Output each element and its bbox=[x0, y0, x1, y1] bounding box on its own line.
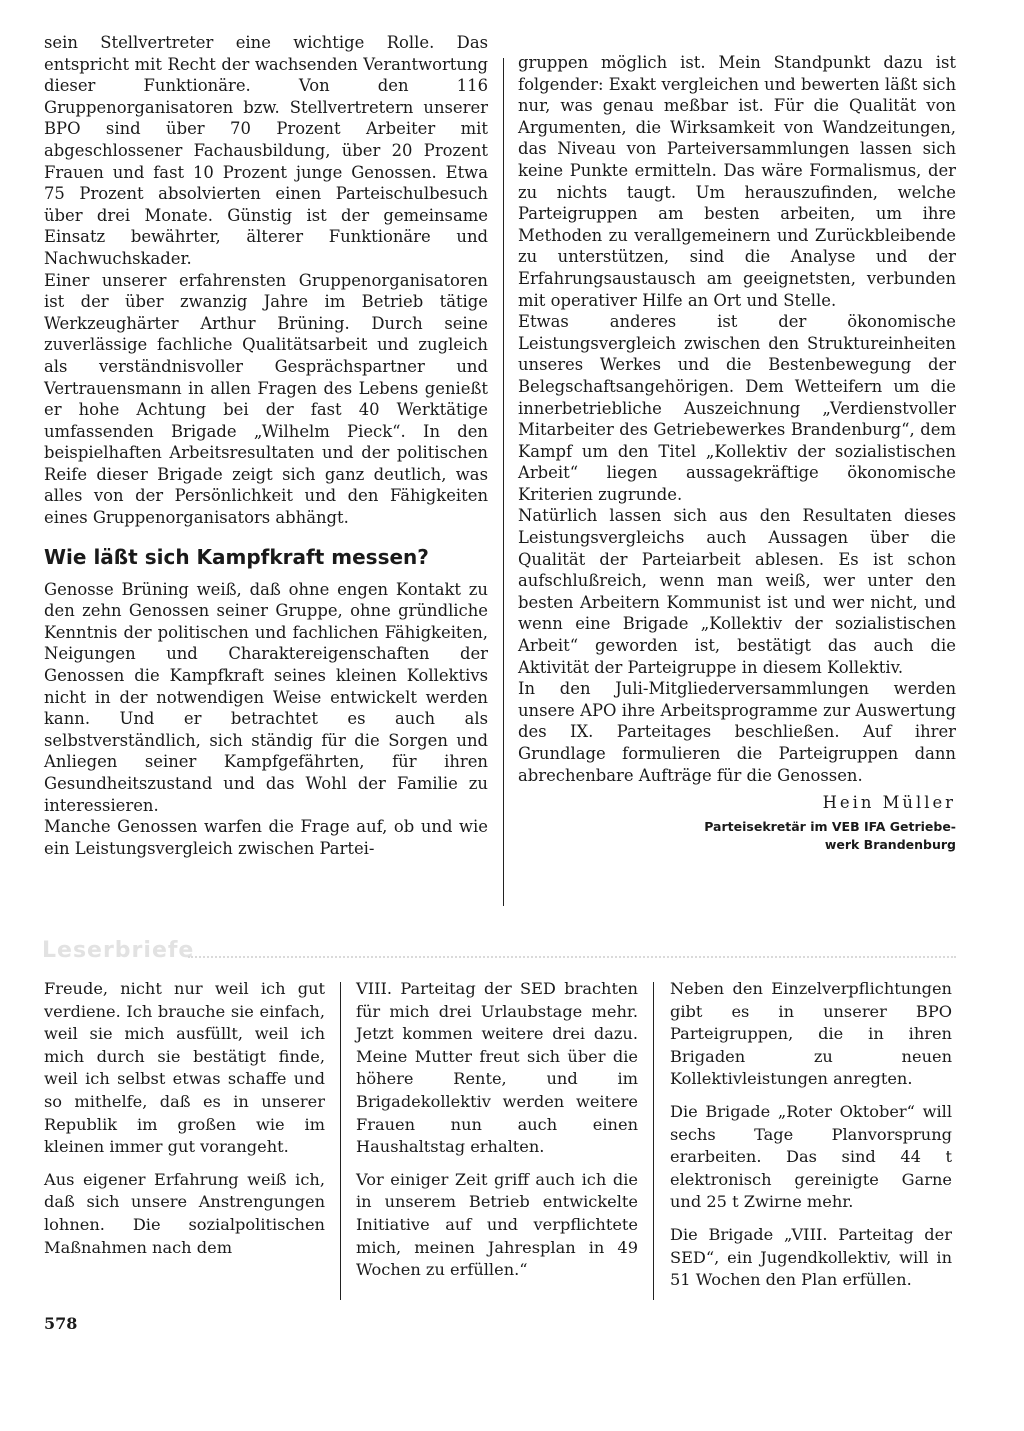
author-role bbox=[518, 818, 956, 854]
letters-section-title: Leserbriefe bbox=[42, 938, 195, 963]
article-paragraph: Etwas anderes ist der ökonomische Leistungsvergleich zwischen den Struktureinheiten unseres Werkes und die Bestenbewegung der Belegschaftsangehörigen. Dem Wetteifern um die innerbetriebliche Auszeichnung „Verdienstvoller Mitarbeiter des Getriebewerkes Brandenburg“, dem Kampf um den Titel „Kollektiv der sozialistischen Arbeit“ liegen aussagekräftige ökonomische Kriterien zugrunde. bbox=[518, 312, 956, 504]
section-heading: Wie läßt sich Kampfkraft messen? bbox=[44, 544, 429, 569]
letter-paragraph: VIII. Parteitag der SED brachten für mich drei Urlaubstage mehr. Jetzt kommen weitere drei dazu. Meine Mutter freut sich über die höhere Rente, und im Brigadekollektiv werden weitere Frauen nun auch einen Haushaltstag erhalten. bbox=[356, 979, 638, 1157]
author-role-line: Parteisekretär im VEB IFA Getriebe- bbox=[704, 818, 956, 834]
article-paragraph: Manche Genossen warfen die Frage auf, ob und wie ein Leistungsvergleich zwischen Partei- bbox=[44, 817, 488, 858]
letter-paragraph: Aus eigener Erfahrung weiß ich, daß sich unsere Anstrengungen lohnen. Die sozialpolitischen Maßnahmen nach dem bbox=[44, 1169, 325, 1257]
article-column-right bbox=[518, 52, 956, 854]
author-role-line: werk Brandenburg bbox=[824, 836, 956, 852]
article-column-left bbox=[44, 32, 488, 859]
page-number: 578 bbox=[44, 1314, 78, 1333]
letter-paragraph: Die Brigade „VIII. Parteitag der SED“, ein Jugendkollektiv, will in 51 Wochen den Plan erfüllen. bbox=[670, 1224, 952, 1290]
article-paragraph: sein Stellvertreter eine wichtige Rolle. Das entspricht mit Recht der wachsenden Verantwortung dieser Funktionäre. Von den 116 Gruppenorganisatoren bzw. Stellvertretern unserer BPO sind über 70 Prozent Arbeiter mit abgeschlossener Fachausbildung, über 20 Prozent Frauen und fast 10 Prozent junge Genossen. Etwa 75 Prozent absolvierten einen Parteischulbesuch über drei Monate. Günstig ist der gemeinsame Einsatz bewährter, älterer Funktionäre und Nachwuchskader. bbox=[44, 33, 488, 268]
article-paragraph: Natürlich lassen sich aus den Resultaten dieses Leistungsvergleichs auch Aussagen über die Qualität der Parteiarbeit ablesen. Es ist schon aufschlußreich, wenn man weiß, wer unter den besten Arbeitern Kommunist ist und wer nicht, und wenn eine Brigade „Kollektiv der sozialistischen Arbeit“ geworden ist, bestätigt das auch die Aktivität der Parteigruppe in diesem Kollektiv. bbox=[518, 506, 956, 677]
article-paragraph: Genosse Brüning weiß, daß ohne engen Kontakt zu den zehn Genossen seiner Gruppe, ohne gründliche Kenntnis der politischen und fachlichen Fähigkeiten, Neigungen und Charaktereigenschaften der Genossen die Kampfkraft seines kleinen Kollektivs nicht in der notwendigen Weise entwickelt werden kann. Und er betrachtet es auch als selbstverständlich, sich ständig für die Sorgen und Anliegen seiner Kampfgefährten, für ihren Gesundheitszustand und das Wohl der Familie zu interessieren. bbox=[44, 579, 488, 815]
letters-column-3 bbox=[670, 978, 952, 1302]
letters-column-2 bbox=[356, 978, 638, 1292]
letter-paragraph: Die Brigade „Roter Oktober“ will sechs Tage Planvorsprung erarbeiten. Das sind 44 t elektronisch gereinigte Garne und 25 t Zwirne mehr. bbox=[670, 1101, 952, 1212]
column-divider bbox=[503, 58, 504, 906]
article-paragraph: gruppen möglich ist. Mein Standpunkt dazu ist folgender: Exakt vergleichen und bewerten läßt sich nur, was genau meßbar ist. Für die Qualität von Argumenten, die Wirksamkeit von Wandzeitungen, das Niveau von Parteiversammlungen lassen sich keine Punkte ermitteln. Das wäre Formalismus, der zu nichts taugt. Um herauszufinden, welche Parteigruppen am besten arbeiten, um ihre Methoden zu verallgemeinern und Zurückbleibende zu unterstützen, sind die Analyse und der Erfahrungsaustausch am geeignetsten, verbunden mit operativer Hilfe an Ort und Stelle. bbox=[518, 53, 956, 310]
article-paragraph: In den Juli-Mitgliederversammlungen werden unsere APO ihre Arbeitsprogramme zur Auswertung des IX. Parteitages beschließen. Auf ihrer Grundlage formulieren die Parteigruppen dann abrechenbare Aufträge für die Genossen. bbox=[518, 679, 956, 785]
column-divider bbox=[653, 982, 654, 1300]
letter-paragraph: Vor einiger Zeit griff auch ich die in unserem Betrieb entwickelte Initiative auf und verpflichtete mich, meinen Jahresplan in 49 Wochen zu erfüllen.“ bbox=[356, 1169, 638, 1280]
letter-paragraph: Freude, nicht nur weil ich gut verdiene. Ich brauche sie einfach, weil sie mich ausfüllt, weil ich mich durch sie bestätigt finde, weil ich selbst etwas schaffe und so mithelfe, daß es in unserer Republik im großen wie im kleinen immer gut vorangeht. bbox=[44, 979, 325, 1157]
article-paragraph: Einer unserer erfahrensten Gruppenorganisatoren ist der über zwanzig Jahre im Betrieb tätige Werkzeughärter Arthur Brüning. Durch seine zuverlässige fachliche Qualitätsarbeit und zugleich als verständnisvoller Gesprächspartner und Vertrauensmann in allen Fragen des Lebens genießt er hohe Achtung bei der fast 40 Werktätige umfassenden Brigade „Wilhelm Pieck“. In den beispielhaften Arbeitsresultaten und der politischen Reife dieser Brigade zeigt sich ganz deutlich, was alles von der Persönlichkeit und den Fähigkeiten eines Gruppenorganisators abhängt. bbox=[44, 270, 488, 528]
letters-column-1 bbox=[44, 978, 325, 1269]
author-name: Hein Müller bbox=[822, 793, 956, 813]
column-divider bbox=[340, 982, 341, 1300]
letters-section-divider bbox=[188, 956, 956, 958]
letter-paragraph: Neben den Einzelverpflichtungen gibt es in unserer BPO Parteigruppen, die in ihren Brigaden zu neuen Kollektivleistungen anregten. bbox=[670, 979, 952, 1089]
